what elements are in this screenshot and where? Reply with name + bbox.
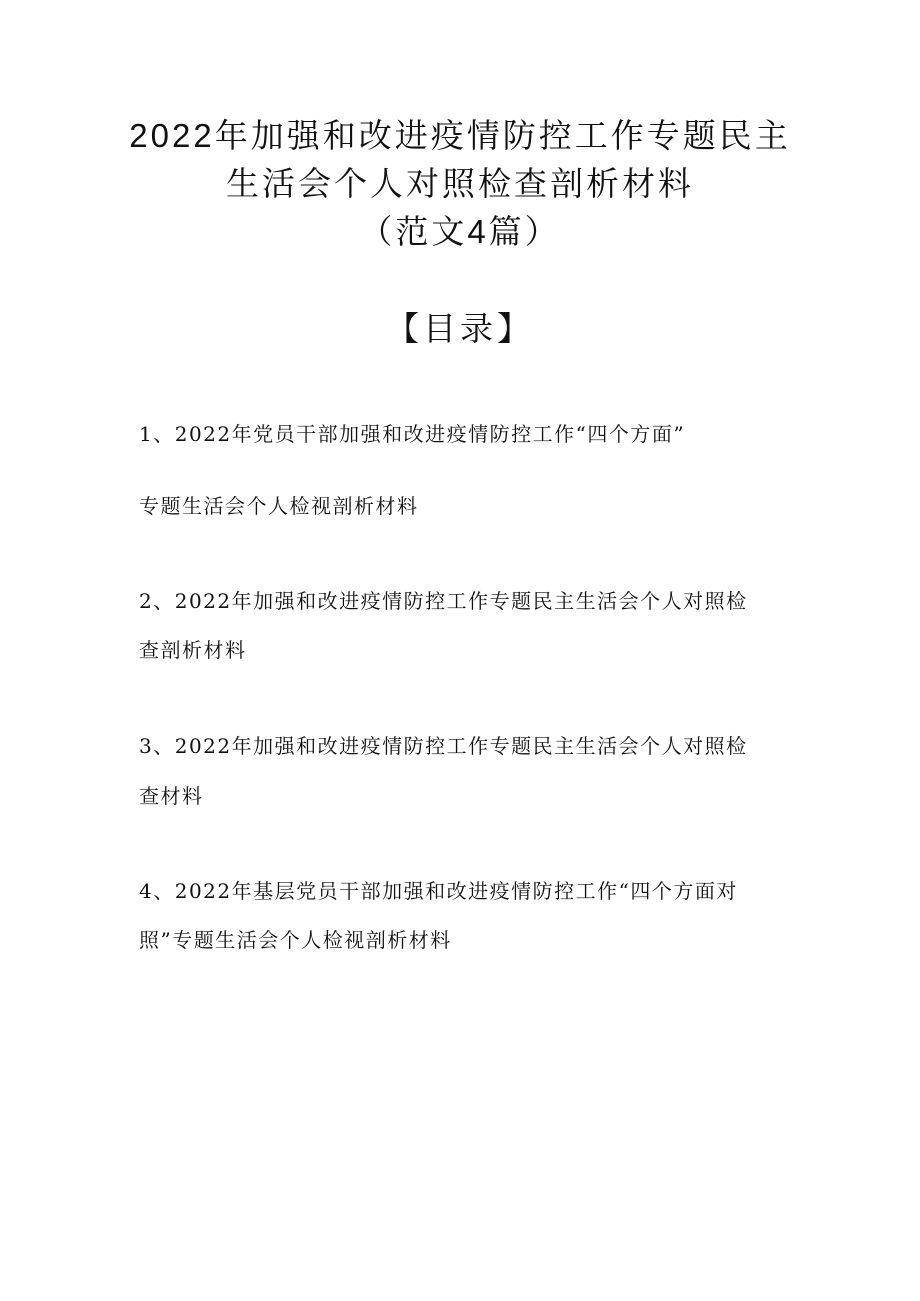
toc-item-2-line-2: 查剖析材料 bbox=[139, 638, 247, 662]
toc-item-3-line-2: 查材料 bbox=[139, 784, 204, 808]
toc-item-1-line-2: 专题生活会个人检视剖析材料 bbox=[139, 494, 419, 518]
toc-item-2-line-1: 2、2022年加强和改进疫情防控工作专题民主生活会个人对照检 bbox=[139, 589, 748, 613]
title-line-3: （范文4篇） bbox=[359, 213, 561, 250]
toc-item-3-line-1: 3、2022年加强和改进疫情防控工作专题民主生活会个人对照检 bbox=[139, 734, 748, 758]
toc-item-4-line-2: 照”专题生活会个人检视剖析材料 bbox=[139, 928, 452, 952]
toc-heading: 【目录】 bbox=[386, 309, 534, 348]
toc-item-1-line-1: 1、2022年党员干部加强和改进疫情防控工作“四个方面” bbox=[139, 422, 686, 446]
title-line-2: 生活会个人对照检查剖析材料 bbox=[226, 165, 694, 202]
title-line-1: 2022年加强和改进疫情防控工作专题民主 bbox=[129, 117, 791, 154]
document-title bbox=[60, 112, 860, 256]
toc-item-4-line-1: 4、2022年基层党员干部加强和改进疫情防控工作“四个方面对 bbox=[139, 879, 738, 903]
